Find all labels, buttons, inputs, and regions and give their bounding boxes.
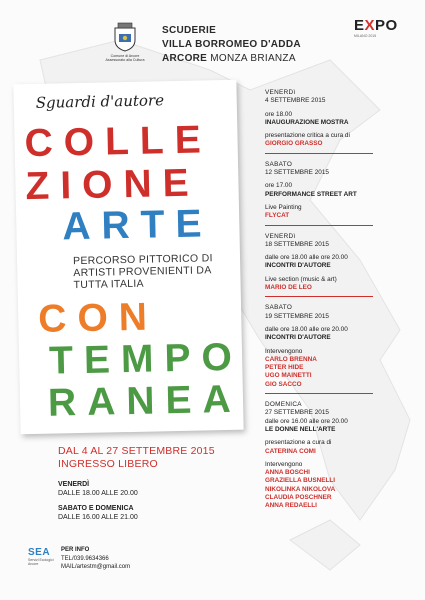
- title-card: [13, 80, 243, 435]
- event-time: ore 18.00: [265, 110, 293, 118]
- event-person: GIORGIO GRASSO: [265, 140, 323, 148]
- event-title: LE DONNE NELL'ARTE: [265, 425, 336, 433]
- title-line-3: ARTE: [61, 202, 213, 249]
- title-line-1: COLLE: [24, 118, 213, 166]
- hours-time1: DALLE 18.00 ALLE 20.00: [58, 490, 138, 497]
- title-line-2: ZIONE: [25, 161, 201, 209]
- event-person: CLAUDIA POSCHNER: [265, 493, 332, 501]
- title2-line-1: CON: [37, 295, 159, 341]
- expo-logo: EXPO MILANO 2015: [354, 18, 400, 39]
- event-date: 27 SETTEMBRE 2015: [265, 409, 329, 417]
- event-day: SABATO: [265, 304, 293, 312]
- event-date: 18 SETTEMBRE 2015: [265, 240, 329, 248]
- event-3: [265, 233, 375, 298]
- event-divider: [265, 153, 373, 154]
- event-1: [265, 89, 375, 154]
- event-person: NIKOLINKA NIKOLOVA: [265, 485, 336, 493]
- tagline: Sguardi d'autore: [35, 91, 165, 112]
- event-date: 4 SETTEMBRE 2015: [265, 97, 326, 105]
- event-date: 19 SETTEMBRE 2015: [265, 312, 329, 320]
- event-title: INCONTRI D'AUTORE: [265, 334, 331, 342]
- title2-line-3: RANEA: [47, 377, 243, 425]
- exhibition-dates: [58, 445, 215, 471]
- info-email[interactable]: MAIL/artestm@gmail.com: [61, 564, 131, 570]
- date-range: DAL 4 AL 27 SETTEMBRE 2015: [58, 445, 215, 457]
- event-divider: [265, 225, 373, 226]
- hours-time2: DALLE 16.00 ALLE 21.00: [58, 514, 138, 521]
- coat-caption: [101, 54, 149, 62]
- event-person: MARIO DE LEO: [265, 284, 312, 292]
- municipality-sub: Assessorato alla Cultura: [105, 58, 145, 62]
- event-person: ANNA REDAELLI: [265, 502, 317, 510]
- hours-day1: VENERDÌ: [58, 481, 90, 488]
- hours-day2: SABATO E DOMENICA: [58, 505, 134, 512]
- event-time: dalle ore 18.00 alle ore 20.00: [265, 325, 348, 333]
- venue-line3: [162, 52, 301, 66]
- expo-sub: MILANO 2015: [354, 34, 377, 38]
- opening-hours: [58, 480, 138, 522]
- venue-province: MONZA BRIANZA: [210, 53, 296, 64]
- event-time: dalle ore 18.00 alle ore 20.00: [265, 254, 348, 262]
- venue-line1: SCUDERIE: [162, 25, 217, 36]
- event-time: dalle ore 16.00 alle ore 20.00: [265, 417, 348, 425]
- info-label: PER INFO: [61, 547, 90, 553]
- info-phone: TEL/039.9634366: [61, 555, 109, 562]
- event-detail: Intervengono: [265, 460, 303, 468]
- event-person: CATERINA COMI: [265, 447, 316, 455]
- event-day: VENERDì: [265, 232, 296, 240]
- event-time: ore 17.00: [265, 182, 293, 190]
- event-person: ANNA BOSCHI: [265, 469, 310, 477]
- event-detail: Live section (music & art): [265, 275, 337, 283]
- venue-header: [162, 24, 301, 66]
- event-day: SABATO: [265, 160, 293, 168]
- event-schedule: [265, 89, 375, 513]
- subtitle: PERCORSO PITTORICO DI ARTISTI PROVENIENTI DA TUTTA ITALIA: [72, 252, 213, 292]
- event-person: GRAZIELLA BUSNELLI: [265, 477, 336, 485]
- event-5: [265, 401, 375, 511]
- sea-logo: SEA Servizi Ecologici Arcore: [28, 547, 54, 566]
- event-2: [265, 161, 375, 226]
- event-4: [265, 304, 375, 394]
- event-person: GIO SACCO: [265, 380, 302, 388]
- event-divider: [265, 296, 373, 297]
- event-detail: presentazione a cura di: [265, 439, 332, 447]
- coat-of-arms-icon: [112, 22, 138, 52]
- free-entry: INGRESSO LIBERO: [58, 458, 158, 470]
- event-day: VENERDì: [265, 89, 296, 96]
- event-person: PETER HIDE: [265, 364, 304, 372]
- event-title: PERFORMANCE STREET ART: [265, 190, 357, 198]
- event-person: FLYCAT: [265, 212, 290, 220]
- event-person: UGO MAINETTI: [265, 372, 312, 380]
- municipality-name: Comune di Arcore: [110, 54, 140, 58]
- event-person: CARLO BRENNA: [265, 355, 317, 363]
- event-date: 12 SETTEMBRE 2015: [265, 169, 329, 177]
- event-day: DOMENICA: [265, 401, 302, 409]
- venue-city: ARCORE: [162, 53, 208, 64]
- event-title: INAUGURAZIONE MOSTRA: [265, 118, 349, 126]
- title2-line-2: TEMPO: [48, 335, 244, 383]
- event-title: INCONTRI D'AUTORE: [265, 262, 331, 270]
- event-detail: presentazione critica a cura di: [265, 132, 350, 140]
- event-detail: Intervengono: [265, 347, 303, 355]
- venue-line2: VILLA BORROMEO D'ADDA: [162, 39, 301, 50]
- event-detail: Live Painting: [265, 203, 302, 211]
- event-divider: [265, 393, 373, 394]
- contact-info: [61, 546, 130, 572]
